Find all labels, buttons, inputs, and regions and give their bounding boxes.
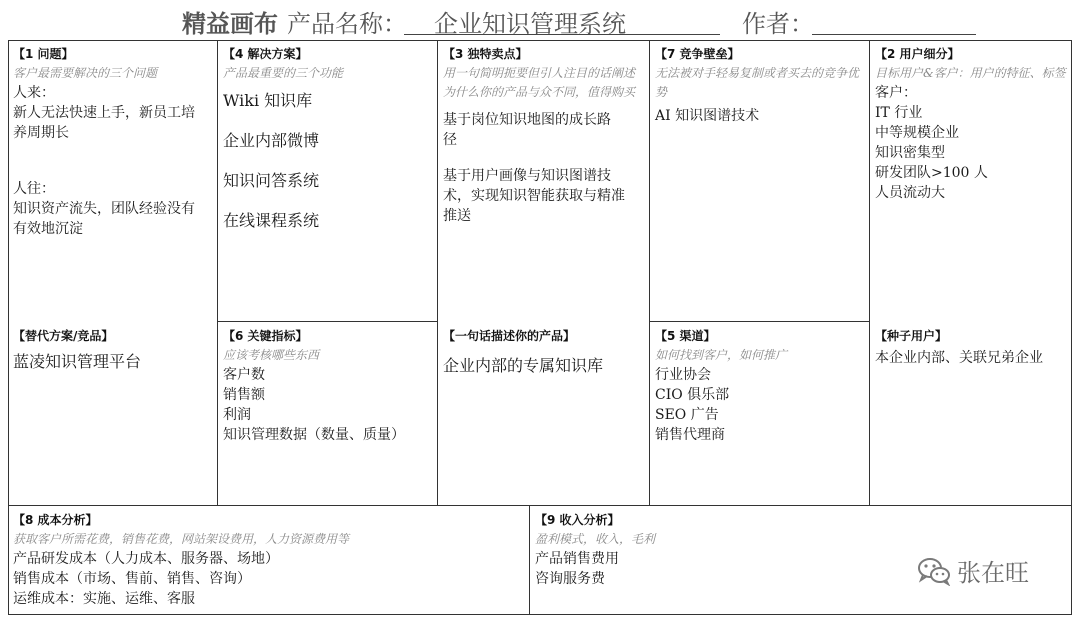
cell-line: 销售成本（市场、售前、销售、咨询） (13, 571, 251, 587)
canvas-header (0, 0, 1080, 40)
cell-line: 咨询服务费 (535, 571, 605, 587)
cell-label: 【4 解决方案】 (223, 47, 308, 61)
cell-one-liner (439, 323, 649, 505)
cell-hint: 目标用户&客户：用户的特征、标签 (875, 66, 1066, 80)
cell-line: 知识问答系统 (223, 171, 320, 190)
cell-cost-structure (9, 507, 529, 615)
cell-line: 推送 (443, 208, 471, 224)
cell-solution (219, 41, 437, 321)
cell-hint: 获取客户所需花费，销售花费，网站架设费用，人力资源费用等 (13, 532, 350, 546)
cell-hint: 盈利模式，收入，毛利 (535, 532, 656, 546)
cell-problem (9, 41, 217, 321)
cell-line: 在线课程系统 (223, 211, 320, 230)
cell-line: 运维成本：实施、运维、客服 (13, 591, 195, 607)
product-name-value: 企业知识管理系统 (434, 10, 626, 38)
cell-label: 【种子用户】 (875, 329, 948, 343)
cell-line (13, 143, 213, 163)
cell-line: 客户： (875, 85, 917, 101)
wechat-icon (917, 556, 951, 586)
cell-line: 有效地沉淀 (13, 221, 83, 237)
cell-line: 基于岗位知识地图的成长路 (443, 112, 611, 128)
cell-label: 【3 独特卖点】 (443, 47, 528, 61)
cell-line: IT 行业 (875, 105, 923, 121)
divider (217, 321, 437, 322)
divider (217, 41, 218, 505)
cell-hint: 用一句简明扼要但引人注目的话阐述为什么你的产品与众不同，值得购买 (443, 66, 636, 99)
cell-hint: 无法被对手轻易复制或者买去的竞争优势 (655, 66, 860, 99)
cell-line: 径 (443, 132, 457, 148)
cell-line: 产品销售费用 (535, 551, 619, 567)
cell-line: 研发团队>100 人 (875, 165, 988, 181)
cell-line: 人往： (13, 181, 55, 197)
cell-line: 新人无法快速上手，新员工培 (13, 105, 195, 121)
cell-line: 利润 (223, 407, 251, 423)
cell-unfair-advantage (651, 41, 869, 321)
cell-line: CIO 俱乐部 (655, 387, 730, 403)
cell-label: 【一句话描述你的产品】 (443, 329, 576, 343)
cell-early-adopters (871, 323, 1071, 505)
cell-line: SEO 广告 (655, 407, 719, 423)
cell-line: 行业协会 (655, 367, 711, 383)
cell-label: 【9 收入分析】 (535, 513, 620, 527)
cell-line: 产品研发成本（人力成本、服务器、场地） (13, 551, 279, 567)
cell-label: 【5 渠道】 (655, 329, 716, 343)
divider (649, 41, 650, 505)
divider (649, 321, 869, 322)
cell-label: 【1 问题】 (13, 47, 74, 61)
cell-line: 企业内部微博 (223, 131, 320, 150)
cell-hint: 产品最重要的三个功能 (223, 66, 344, 80)
watermark-text: 张在旺 (957, 559, 1029, 587)
cell-line: 知识密集型 (875, 145, 945, 161)
cell-label: 【8 成本分析】 (13, 513, 98, 527)
cell-label: 【6 关键指标】 (223, 329, 308, 343)
divider (529, 505, 530, 615)
cell-line: 客户数 (223, 367, 265, 383)
cell-line: 知识管理数据（数量、质量） (223, 427, 405, 443)
cell-hint: 应该考核哪些东西 (223, 348, 320, 362)
cell-customer-segments (871, 41, 1071, 321)
author-label: 作者： (742, 10, 814, 38)
divider (437, 41, 438, 505)
watermark (917, 553, 1029, 588)
cell-label: 【2 用户细分】 (875, 47, 960, 61)
cell-channels (651, 323, 869, 505)
cell-line: 中等规模企业 (875, 125, 959, 141)
lean-canvas-grid (8, 40, 1072, 615)
cell-line: Wiki 知识库 (223, 91, 313, 110)
author-underline (812, 34, 976, 35)
cell-line: 销售代理商 (655, 427, 725, 443)
cell-key-metrics (219, 323, 437, 505)
divider (869, 41, 870, 505)
cell-line: 养周期长 (13, 125, 69, 141)
canvas-title: 精益画布 (182, 10, 278, 38)
cell-label: 【7 竞争壁垒】 (655, 47, 740, 61)
product-name-label: 产品名称： (287, 10, 407, 38)
cell-line: 本企业内部、关联兄弟企业 (875, 350, 1043, 366)
cell-unique-value-proposition (439, 41, 649, 321)
cell-line: 人来： (13, 85, 55, 101)
product-name-underline (404, 34, 720, 35)
cell-line: 知识资产流失，团队经验没有 (13, 201, 195, 217)
cell-line: AI 知识图谱技术 (655, 108, 760, 124)
cell-alternatives (9, 323, 217, 505)
divider (9, 505, 1071, 506)
cell-line: 销售额 (223, 387, 265, 403)
cell-hint: 客户最需要解决的三个问题 (13, 66, 158, 80)
cell-line: 术，实现知识智能获取与精准 (443, 188, 625, 204)
cell-label: 【替代方案/竞品】 (13, 329, 114, 343)
cell-line: 蓝凌知识管理平台 (13, 352, 142, 371)
cell-line: 基于用户画像与知识图谱技 (443, 168, 611, 184)
cell-line: 人员流动大 (875, 185, 945, 201)
cell-hint: 如何找到客户，如何推广 (655, 348, 788, 362)
cell-line: 企业内部的专属知识库 (443, 356, 604, 375)
